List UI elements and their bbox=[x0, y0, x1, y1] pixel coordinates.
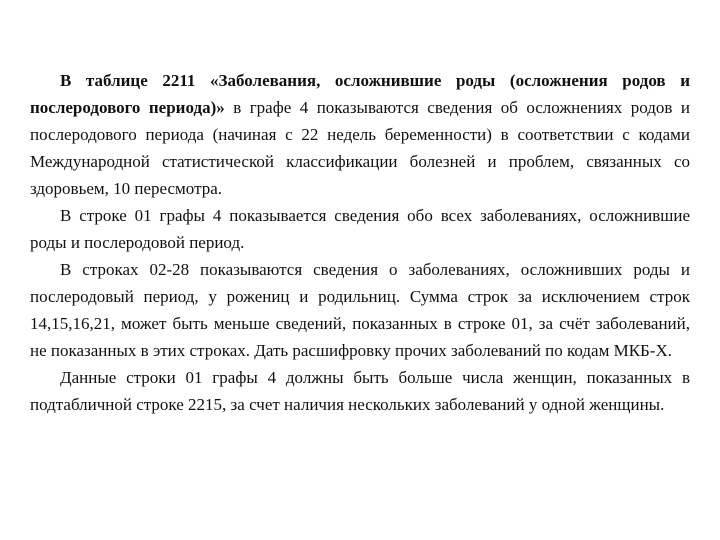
paragraph-check-rule: Данные строки 01 графы 4 должны быть больше числа женщин, показанных в подтабличной строке 2215, за счет наличия нескольких заболеваний у одной женщины. bbox=[30, 368, 690, 414]
document-body bbox=[30, 67, 690, 418]
paragraph-row-01: В строке 01 графы 4 показывается сведения обо всех заболеваниях, осложнившие роды и послеродовой период. bbox=[30, 206, 690, 252]
table-title-bold: В таблице 2211 «Заболевания, осложнившие роды (осложнения родов и послеродового периода)» bbox=[30, 71, 690, 117]
paragraph-intro-rest: в графе 4 показываются сведения об осложнениях родов и послеродового периода (начиная с 22 недель беременности) в соответствии с кодами Международной статистической классификации болезней и проблем, связанных со здоровьем, 10 пересмотра. bbox=[30, 98, 690, 198]
paragraph-intro bbox=[30, 67, 690, 202]
paragraph-rows-02-28: В строках 02-28 показываются сведения о заболеваниях, осложнивших роды и послеродовый период, у рожениц и родильниц. Сумма строк за исключением строк 14,15,16,21, может быть меньше сведений, показанных в строке 01, за счёт заболеваний, не показанных в этих строках. Дать расшифровку прочих заболеваний по кодам МКБ-Х. bbox=[30, 260, 690, 360]
